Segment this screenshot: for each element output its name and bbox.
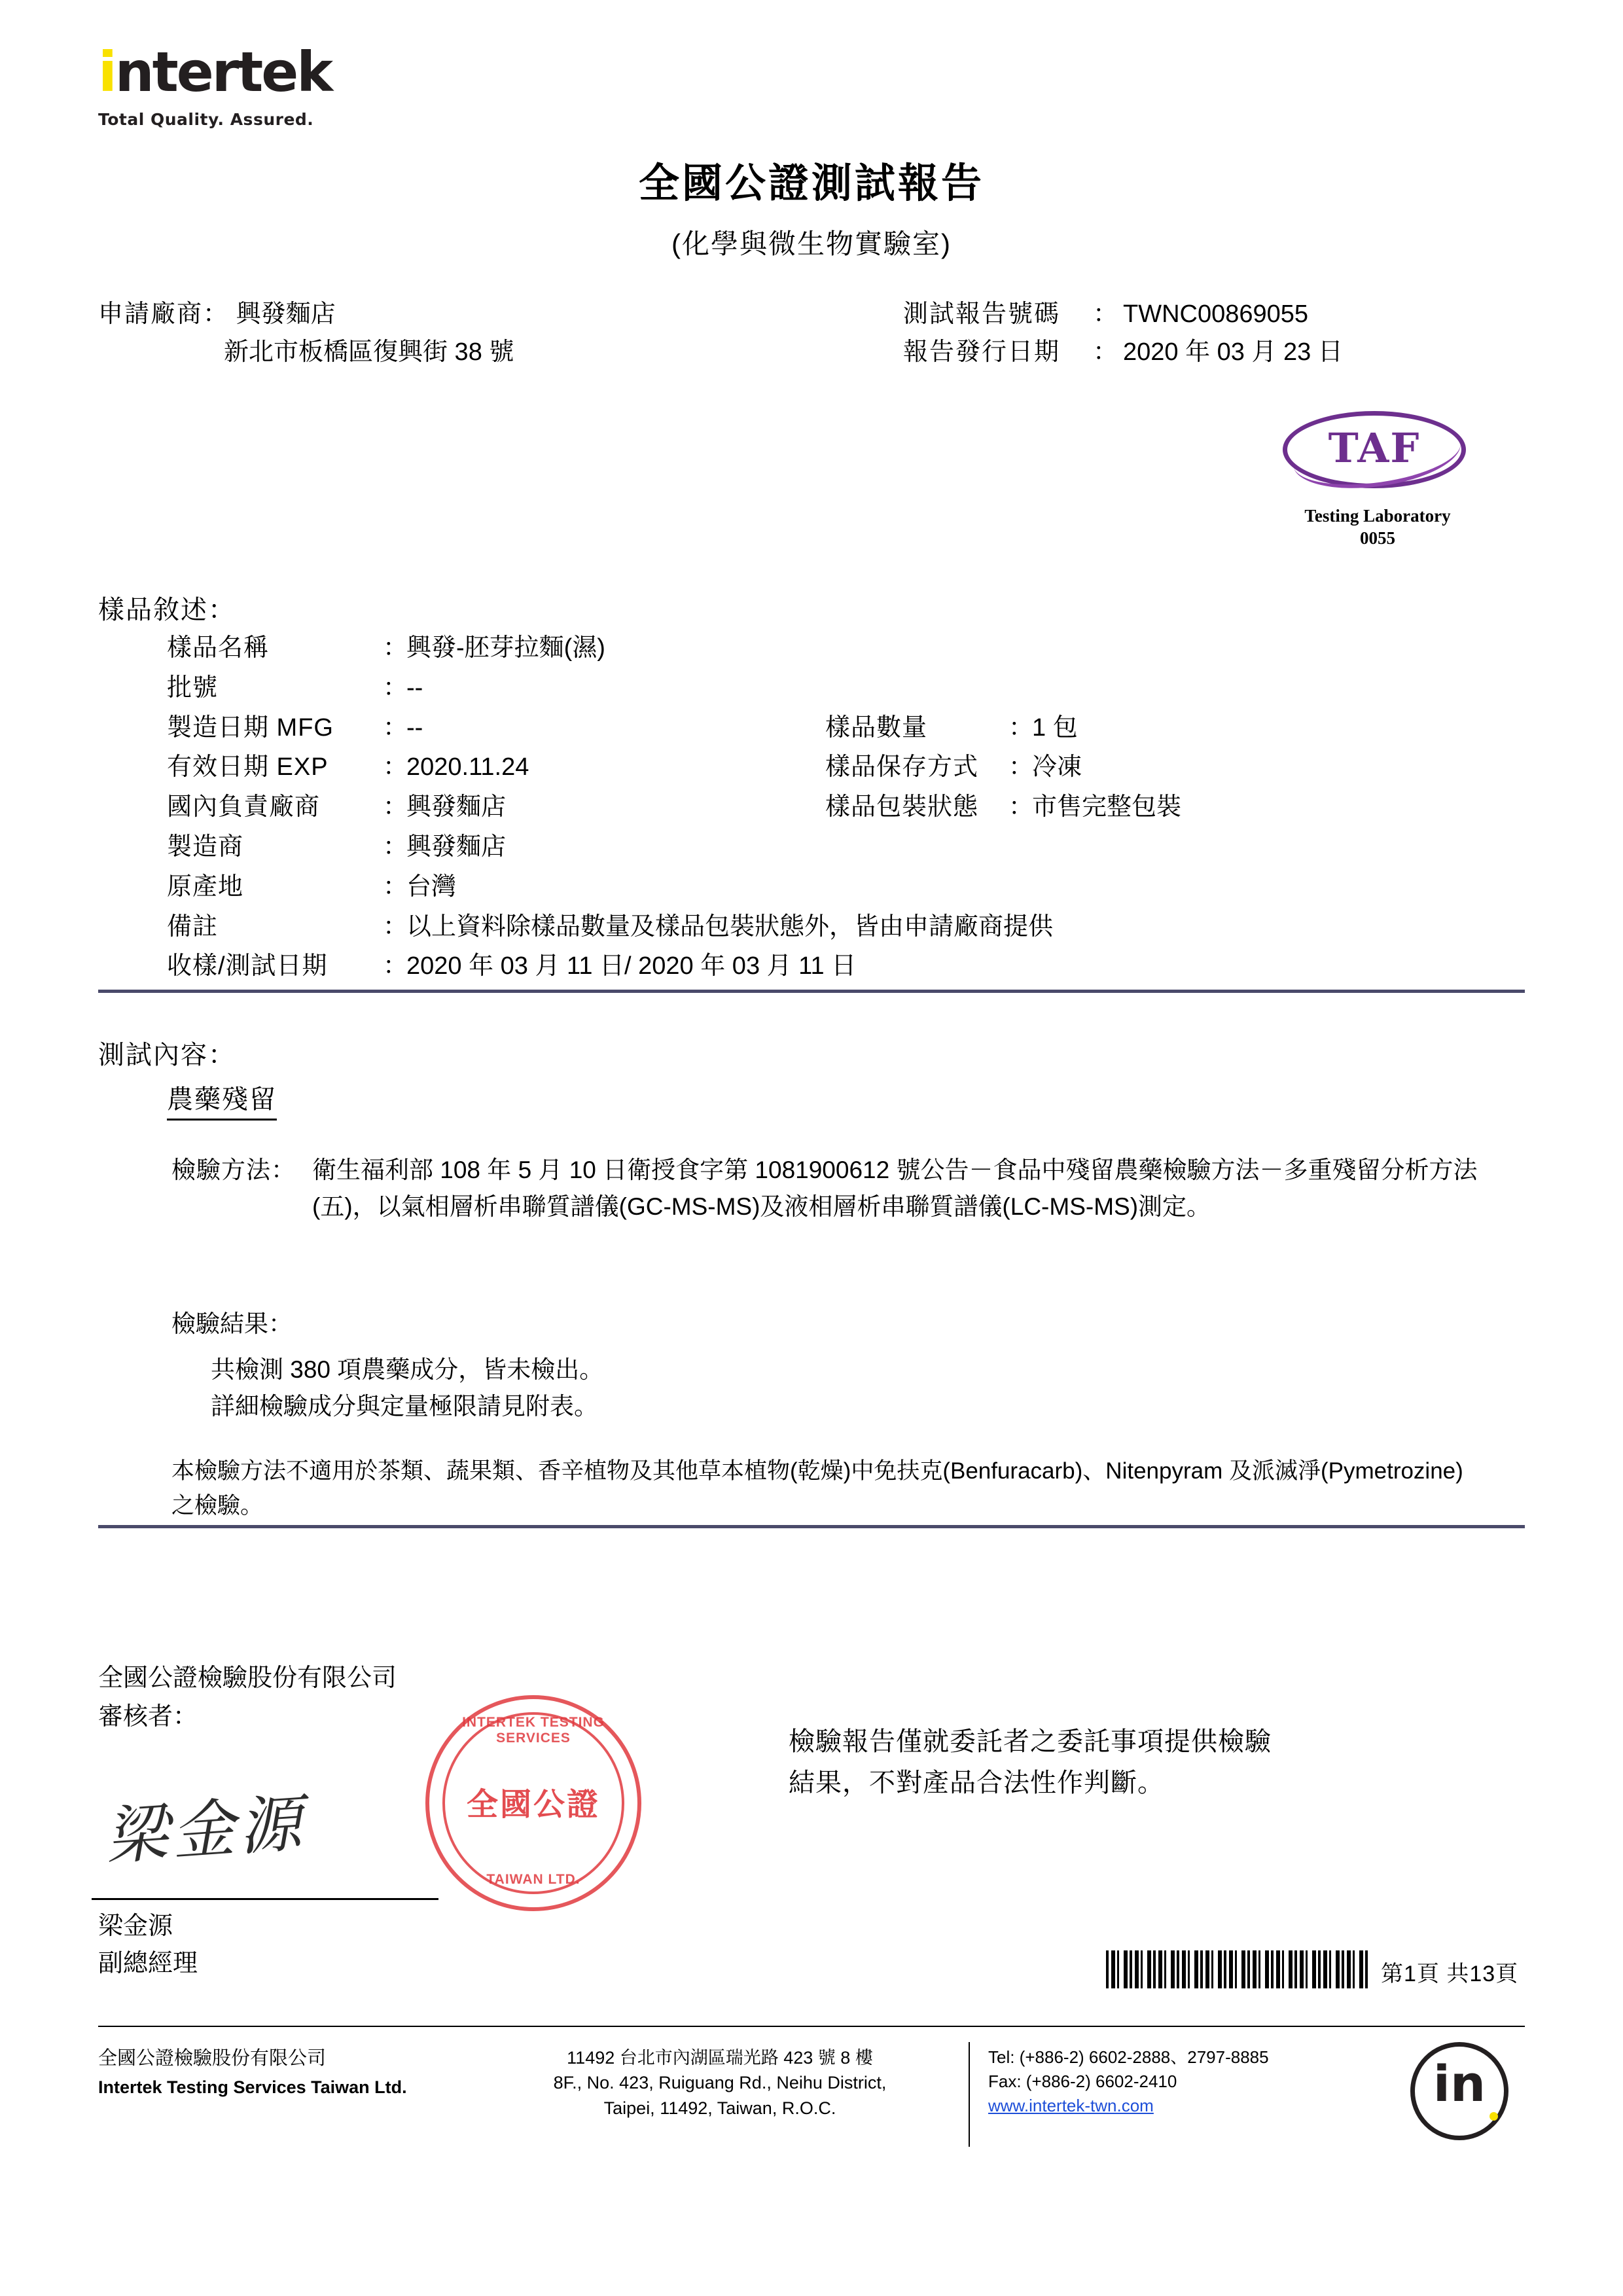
applicant-label: 申請廠商： bbox=[98, 300, 230, 328]
footer-vertical-divider bbox=[969, 2042, 970, 2147]
sample-value: 興發-胚芽拉麵(濕) bbox=[406, 634, 605, 662]
sample-label: 有效日期 EXP bbox=[167, 753, 329, 781]
test-result-block bbox=[171, 1306, 1480, 1426]
test-content-heading: 測試內容： bbox=[98, 1041, 236, 1069]
issue-date-label: 報告發行日期 bbox=[903, 338, 1061, 366]
sample-colon: ： bbox=[383, 634, 408, 662]
signature-reviewer-label: 審核者： bbox=[98, 1702, 198, 1731]
sample-colon: ： bbox=[383, 753, 408, 781]
report-meta-block bbox=[903, 296, 1343, 372]
sample-row bbox=[167, 628, 1181, 668]
issue-date-colon: ： bbox=[1093, 338, 1118, 366]
footer-company-cn: 全國公證檢驗股份有限公司 bbox=[98, 2048, 327, 2069]
footer-address-en1: 8F., No. 423, Ruiguang Rd., Neihu District, bbox=[553, 2073, 887, 2093]
sample-label: 原產地 bbox=[167, 872, 244, 901]
sample-label: 備註 bbox=[167, 912, 219, 941]
stamp-center-text: 全國公證 bbox=[466, 1787, 600, 1822]
stamp-arc-bottom: TAIWAN LTD. bbox=[486, 1872, 580, 1887]
sample-right-colon: ： bbox=[1008, 753, 1034, 781]
stamp-arc-top: INTERTEK TESTING SERVICES bbox=[462, 1715, 605, 1746]
test-result-label: 檢驗結果： bbox=[171, 1310, 293, 1337]
signature-name-block bbox=[98, 1908, 198, 1982]
sample-right-value: 1 包 bbox=[1032, 713, 1078, 742]
sample-colon: ： bbox=[383, 673, 408, 702]
sample-right-label: 樣品包裝狀態 bbox=[825, 793, 979, 821]
sample-colon: ： bbox=[383, 912, 408, 941]
disclaimer-line1: 檢驗報告僅就委託者之委託事項提供檢驗 bbox=[789, 1727, 1272, 1756]
report-number-colon: ： bbox=[1093, 300, 1118, 328]
brand-tagline: Total Quality. Assured. bbox=[98, 110, 314, 129]
report-number-label: 測試報告號碼 bbox=[903, 300, 1061, 328]
sample-label: 製造日期 MFG bbox=[167, 713, 334, 742]
taf-accreditation-seal bbox=[1283, 411, 1472, 550]
divider-bottom bbox=[98, 1525, 1525, 1528]
sample-label: 國內負責廠商 bbox=[167, 793, 321, 821]
company-stamp-icon bbox=[425, 1695, 641, 1911]
report-number-row bbox=[903, 296, 1343, 334]
sample-right-value: 市售完整包裝 bbox=[1032, 793, 1182, 821]
taf-mark: TAF bbox=[1328, 424, 1421, 472]
sample-colon: ： bbox=[383, 793, 408, 821]
footer-website-link[interactable]: www.intertek-twn.com bbox=[988, 2095, 1154, 2115]
in-logo-glyph: in bbox=[1433, 2054, 1486, 2113]
test-result-line2: 詳細檢驗成分與定量極限請見附表。 bbox=[211, 1393, 598, 1420]
sample-description-heading: 樣品敘述： bbox=[98, 596, 236, 624]
sample-row bbox=[167, 827, 1181, 867]
taf-caption-line1: Testing Laboratory bbox=[1304, 506, 1451, 526]
applicant-block bbox=[98, 296, 514, 372]
test-method-text: 衛生福利部 108 年 5 月 10 日衛授食字第 1081900612 號公告－食品中殘留農藥檢驗方法－多重殘留分析方法(五)，以氣相層析串聯質譜儀(GC-MS-MS)及液相層析串聯質譜儀(LC-MS-MS)測定。 bbox=[312, 1157, 1478, 1221]
footer-company-block bbox=[98, 2045, 407, 2100]
sample-row bbox=[167, 668, 1181, 708]
sample-right-colon: ： bbox=[1008, 793, 1034, 821]
footer-address-cn: 11492 台北市內湖區瑞光路 423 號 8 樓 bbox=[567, 2048, 873, 2068]
sample-label: 製造商 bbox=[167, 833, 244, 861]
intertek-logo bbox=[98, 40, 452, 129]
sample-row bbox=[167, 907, 1181, 947]
signature-name: 梁金源 bbox=[98, 1912, 173, 1940]
barcode bbox=[1106, 1950, 1368, 1988]
test-method-note: 本檢驗方法不適用於茶類、蔬果類、香辛植物及其他草本植物(乾燥)中免扶克(Benfuracarb)、Nitenpyram 及派滅淨(Pymetrozine)之檢驗。 bbox=[171, 1458, 1463, 1518]
footer-tel: Tel: (+886-2) 6602-2888、2797-8885 bbox=[988, 2047, 1269, 2067]
sample-colon: ： bbox=[383, 952, 408, 980]
sample-colon: ： bbox=[383, 872, 408, 901]
sample-right-label: 樣品數量 bbox=[825, 713, 928, 742]
sample-value: -- bbox=[406, 673, 423, 702]
signature-line bbox=[92, 1898, 438, 1900]
signature-handwriting: 梁金源 bbox=[102, 1786, 308, 1874]
disclaimer-line2: 結果，不對產品合法性作判斷。 bbox=[789, 1768, 1164, 1798]
signature-title: 副總經理 bbox=[98, 1950, 198, 1977]
issue-date-value: 2020 年 03 月 23 日 bbox=[1123, 338, 1343, 366]
footer-divider-rule bbox=[98, 2026, 1525, 2027]
sample-value: 興發麵店 bbox=[406, 833, 507, 861]
intertek-in-logo-icon bbox=[1410, 2042, 1508, 2140]
signature-company: 全國公證檢驗股份有限公司 bbox=[98, 1664, 397, 1692]
report-subtitle: (化學與微生物實驗室) bbox=[671, 228, 952, 259]
sample-right-colon: ： bbox=[1008, 713, 1034, 742]
sample-value: 2020 年 03 月 11 日/ 2020 年 03 月 11 日 bbox=[406, 952, 857, 980]
issue-date-row bbox=[903, 334, 1343, 372]
report-title: 全國公證測試報告 bbox=[638, 161, 984, 206]
sample-colon: ： bbox=[383, 833, 408, 861]
sample-value: 2020.11.24 bbox=[406, 753, 529, 781]
taf-caption-line2: 0055 bbox=[1360, 528, 1395, 548]
sample-row bbox=[167, 787, 1181, 827]
disclaimer-text bbox=[789, 1721, 1495, 1804]
sample-row bbox=[167, 946, 1181, 986]
sample-row bbox=[167, 708, 1181, 748]
sample-value: -- bbox=[406, 713, 423, 742]
footer-company-en: Intertek Testing Services Taiwan Ltd. bbox=[98, 2077, 407, 2098]
test-result-line1: 共檢測 380 項農藥成分，皆未檢出。 bbox=[211, 1356, 604, 1384]
sample-right-label: 樣品保存方式 bbox=[825, 753, 979, 781]
taf-caption bbox=[1283, 505, 1472, 550]
divider-top bbox=[98, 990, 1525, 993]
test-method-label: 檢驗方法： bbox=[171, 1157, 296, 1183]
report-number-value: TWNC00869055 bbox=[1123, 300, 1309, 328]
sample-colon: ： bbox=[383, 713, 408, 742]
sample-value: 興發麵店 bbox=[406, 793, 507, 821]
sample-row bbox=[167, 867, 1181, 907]
sample-right-value: 冷凍 bbox=[1032, 753, 1082, 781]
footer-contact-block bbox=[988, 2045, 1269, 2118]
applicant-name: 興發麵店 bbox=[236, 300, 336, 328]
sample-value: 以上資料除樣品數量及樣品包裝狀態外，皆由申請廠商提供 bbox=[406, 912, 1054, 941]
test-item-name: 農藥殘留 bbox=[167, 1079, 277, 1121]
sample-label: 收樣/測試日期 bbox=[167, 952, 328, 980]
sample-label: 批號 bbox=[167, 673, 219, 702]
page-number: 第1頁 共13頁 bbox=[1381, 1962, 1519, 1986]
footer-fax: Fax: (+886-2) 6602-2410 bbox=[988, 2071, 1177, 2091]
brand-wordmark: intertek bbox=[98, 40, 332, 104]
signature-block bbox=[98, 1659, 397, 1736]
applicant-address: 新北市板橋區復興街 38 號 bbox=[224, 338, 514, 366]
sample-description-table bbox=[167, 628, 1181, 986]
footer-address-block bbox=[510, 2045, 929, 2121]
sample-value: 台灣 bbox=[406, 872, 457, 901]
sample-label: 樣品名稱 bbox=[167, 634, 270, 662]
footer-address-en2: Taipei, 11492, Taiwan, R.O.C. bbox=[603, 2098, 836, 2118]
sample-row bbox=[167, 747, 1181, 787]
test-method-block bbox=[171, 1152, 1480, 1225]
in-logo-dot bbox=[1489, 2112, 1498, 2121]
